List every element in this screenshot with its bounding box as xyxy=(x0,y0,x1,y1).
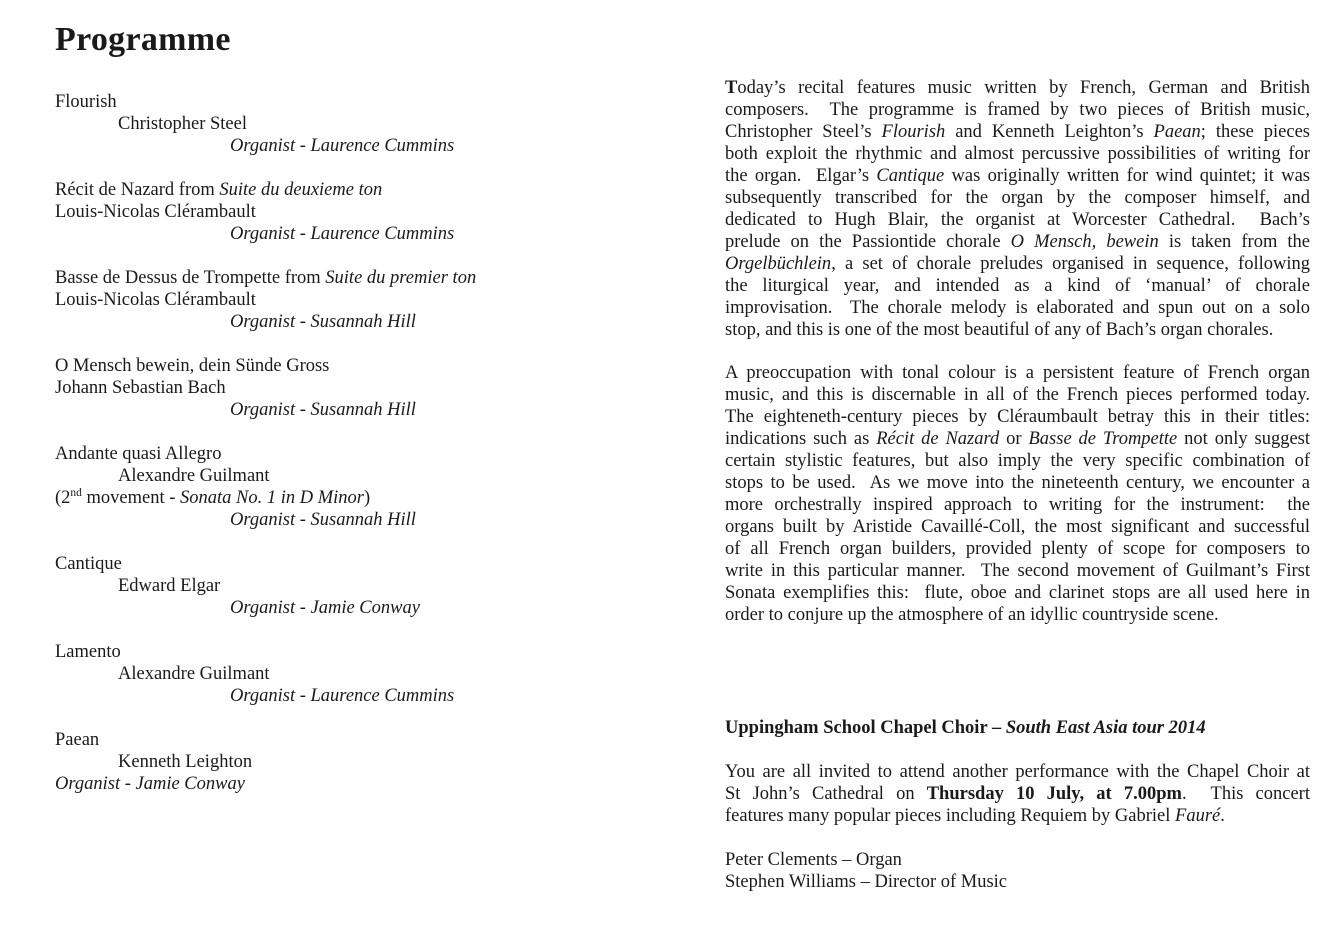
invitation-line xyxy=(725,805,1310,827)
text-segment: Cantique xyxy=(55,554,122,574)
programme-line xyxy=(55,311,695,333)
programme-line xyxy=(55,443,695,465)
text-segment-b: T xyxy=(725,78,738,98)
text-segment: write in this particular manner. The second movement of Guilmant’s First xyxy=(725,561,1310,581)
text-segment: improvisation. The chorale melody is elaborated and spun out on a solo xyxy=(725,298,1310,318)
notes-line xyxy=(725,143,1310,165)
credits xyxy=(725,849,1310,893)
programme-list xyxy=(55,91,695,795)
credit-director: Stephen Williams – Director of Music xyxy=(725,872,1008,892)
text-segment: of all French organ builders, provided plenty of scope for composers to xyxy=(725,539,1310,559)
programme-line xyxy=(55,509,695,531)
programme-entry xyxy=(55,91,695,157)
text-segment: Basse de Dessus de Trompette from xyxy=(55,268,326,288)
text-segment-i: Organist - Laurence Cummins xyxy=(230,686,455,706)
text-segment-i: Suite du deuxieme ton xyxy=(219,180,383,200)
notes-line xyxy=(725,362,1310,384)
notes-line xyxy=(725,231,1310,253)
notes-line xyxy=(725,165,1310,187)
text-segment: Paean xyxy=(55,730,100,750)
notes-line xyxy=(725,450,1310,472)
text-segment: stops to be used. As we move into the nineteenth century, we encounter a xyxy=(725,473,1310,493)
notes-paragraph xyxy=(725,77,1310,341)
text-segment: indications such as xyxy=(725,429,877,449)
text-segment: (2 xyxy=(55,488,71,508)
text-segment: music, and this is discernable in all of the French pieces performed today. xyxy=(725,385,1310,405)
notes-line xyxy=(725,209,1310,231)
programme-line xyxy=(55,575,695,597)
programme-line xyxy=(55,91,695,113)
text-segment: Christopher Steel xyxy=(118,114,247,134)
text-segment-i: Fauré xyxy=(1175,806,1221,826)
programme-entry xyxy=(55,641,695,707)
text-segment: is taken from the xyxy=(1158,232,1311,252)
notes-column xyxy=(725,77,1310,893)
text-segment: . This concert xyxy=(1181,784,1310,804)
programme-line xyxy=(55,641,695,663)
notes-paragraphs xyxy=(725,77,1310,626)
text-segment-i: Paean xyxy=(1153,122,1201,142)
text-segment: Christopher Steel’s xyxy=(725,122,882,142)
notes-line xyxy=(725,472,1310,494)
text-segment: You are all invited to attend another performance with the Chapel Choir at xyxy=(725,762,1310,782)
text-segment-i: Organist - Susannah Hill xyxy=(230,312,416,332)
programme-line xyxy=(55,729,695,751)
text-segment: Sonata exemplifies this: flute, oboe and clarinet stops are all used here in xyxy=(725,583,1310,603)
programme-column xyxy=(55,20,695,817)
text-segment-i: Organist - Jamie Conway xyxy=(55,774,245,794)
text-segment: both exploit the rhythmic and almost percussive possibilities of writing for xyxy=(725,144,1310,164)
text-segment: oday’s recital features music written by French, German and British xyxy=(737,78,1310,98)
text-segment: prelude on the Passiontide chorale xyxy=(725,232,1011,252)
notes-line xyxy=(725,99,1310,121)
text-segment: Louis-Nicolas Clérambault xyxy=(55,290,256,310)
text-segment: was originally written for wind quintet; it was xyxy=(944,166,1310,186)
programme-line xyxy=(55,487,695,509)
programme-line xyxy=(55,113,695,135)
text-segment-i: Cantique xyxy=(876,166,945,186)
invitation-line xyxy=(725,783,1310,805)
invitation-line xyxy=(725,761,1310,783)
programme-line xyxy=(55,179,695,201)
notes-line xyxy=(725,582,1310,604)
text-segment: more orchestrally inspired approach to writing for the instrument: the xyxy=(725,495,1310,515)
programme-entry xyxy=(55,267,695,333)
programme-line xyxy=(55,267,695,289)
text-segment: O Mensch bewein, dein Sünde Gross xyxy=(55,356,330,376)
notes-line xyxy=(725,406,1310,428)
text-segment-i: Organist - Laurence Cummins xyxy=(230,136,455,156)
text-segment: dedicated to Hugh Blair, the organist at Worcester Cathedral. Bach’s xyxy=(725,210,1310,230)
notes-line xyxy=(725,516,1310,538)
text-segment: Kenneth Leighton xyxy=(118,752,253,772)
text-segment: features many popular pieces including Requiem by Gabriel xyxy=(725,806,1176,826)
text-segment: stop, and this is one of the most beautiful of any of Bach’s organ chorales. xyxy=(725,320,1274,340)
text-segment: and Kenneth Leighton’s xyxy=(945,122,1154,142)
programme-entry xyxy=(55,179,695,245)
programme-line xyxy=(55,663,695,685)
programme-line xyxy=(55,223,695,245)
text-segment: movement - xyxy=(81,488,181,508)
text-segment-b: Uppingham School Chapel Choir – xyxy=(725,718,1006,738)
programme-line xyxy=(55,553,695,575)
text-segment-bi: South East Asia tour 2014 xyxy=(1005,718,1206,738)
text-segment-b: Thursday 10 July, at 7.00pm xyxy=(926,784,1182,804)
notes-line xyxy=(725,538,1310,560)
programme-line xyxy=(55,135,695,157)
text-segment: the organ. Elgar’s xyxy=(725,166,877,186)
invitation-paragraph xyxy=(725,761,1310,827)
text-segment: Andante quasi Allegro xyxy=(55,444,222,464)
text-segment: , a set of chorale preludes organised in sequence, following xyxy=(831,254,1310,274)
notes-paragraph xyxy=(725,362,1310,626)
text-segment: the liturgical year, and intended as a kind of ‘manual’ of chorale xyxy=(725,276,1310,296)
text-segment: organs built by Aristide Cavaillé-Coll, the most significant and successful xyxy=(725,517,1310,537)
programme-line xyxy=(55,355,695,377)
programme-line xyxy=(55,201,695,223)
text-segment-i: Récit de Nazard xyxy=(876,429,1000,449)
text-segment-i: Suite du premier ton xyxy=(325,268,477,288)
programme-line xyxy=(55,773,695,795)
text-segment-i: Flourish xyxy=(881,122,946,142)
text-segment: . xyxy=(1220,806,1225,826)
notes-line xyxy=(725,560,1310,582)
programme-entry xyxy=(55,729,695,795)
programme-line xyxy=(55,597,695,619)
page-title: Programme xyxy=(55,21,231,58)
text-segment: The eighteneth-century pieces by Cléraumbault betray this in their titles: xyxy=(725,407,1310,427)
programme-line xyxy=(55,685,695,707)
text-segment: Edward Elgar xyxy=(118,576,221,596)
text-segment: Johann Sebastian Bach xyxy=(55,378,226,398)
text-segment: Alexandre Guilmant xyxy=(118,664,270,684)
text-segment: A preoccupation with tonal colour is a persistent feature of French organ xyxy=(725,363,1310,383)
notes-line xyxy=(725,187,1310,209)
text-segment-i: Orgelbüchlein xyxy=(725,254,832,274)
text-segment-i: O Mensch, bewein xyxy=(1010,232,1159,252)
notes-line xyxy=(725,604,1310,626)
programme-entry xyxy=(55,443,695,531)
notes-line xyxy=(725,428,1310,450)
programme-entry xyxy=(55,553,695,619)
notes-line xyxy=(725,275,1310,297)
text-segment: Flourish xyxy=(55,92,117,112)
text-segment-sup: nd xyxy=(70,486,82,499)
programme-line xyxy=(55,465,695,487)
text-segment: Louis-Nicolas Clérambault xyxy=(55,202,256,222)
text-segment: order to conjure up the atmosphere of an idyllic countryside scene. xyxy=(725,605,1219,625)
text-segment: Alexandre Guilmant xyxy=(118,466,270,486)
notes-line xyxy=(725,319,1310,341)
programme-line xyxy=(55,399,695,421)
text-segment: or xyxy=(999,429,1029,449)
text-segment-i: Organist - Susannah Hill xyxy=(230,510,416,530)
text-segment: subsequently transcribed for the organ by the composer himself, and xyxy=(725,188,1310,208)
programme-line xyxy=(55,289,695,311)
notes-line xyxy=(725,384,1310,406)
credit-organ: Peter Clements – Organ xyxy=(725,850,902,870)
text-segment-i: Organist - Jamie Conway xyxy=(230,598,420,618)
text-segment: ; these pieces xyxy=(1200,122,1311,142)
notes-line xyxy=(725,121,1310,143)
programme-entry xyxy=(55,355,695,421)
text-segment-i: Sonata No. 1 in D Minor xyxy=(180,488,365,508)
text-segment: St John’s Cathedral on xyxy=(725,784,927,804)
text-segment: Récit de Nazard from xyxy=(55,180,220,200)
text-segment-i: Organist - Laurence Cummins xyxy=(230,224,455,244)
programme-line xyxy=(55,751,695,773)
text-segment: composers. The programme is framed by two pieces of British music, xyxy=(725,100,1310,120)
text-segment-i: Basse de Trompette xyxy=(1028,429,1178,449)
text-segment: ) xyxy=(364,488,371,508)
notes-line xyxy=(725,77,1310,99)
text-segment: Lamento xyxy=(55,642,121,662)
notes-line xyxy=(725,253,1310,275)
notes-line xyxy=(725,494,1310,516)
text-segment: certain stylistic features, but also imply the very specific combination of xyxy=(725,451,1310,471)
text-segment-i: Organist - Susannah Hill xyxy=(230,400,416,420)
choir-tour-heading xyxy=(725,717,1310,739)
text-segment: not only suggest xyxy=(1177,429,1310,449)
programme-line xyxy=(55,377,695,399)
notes-line xyxy=(725,297,1310,319)
